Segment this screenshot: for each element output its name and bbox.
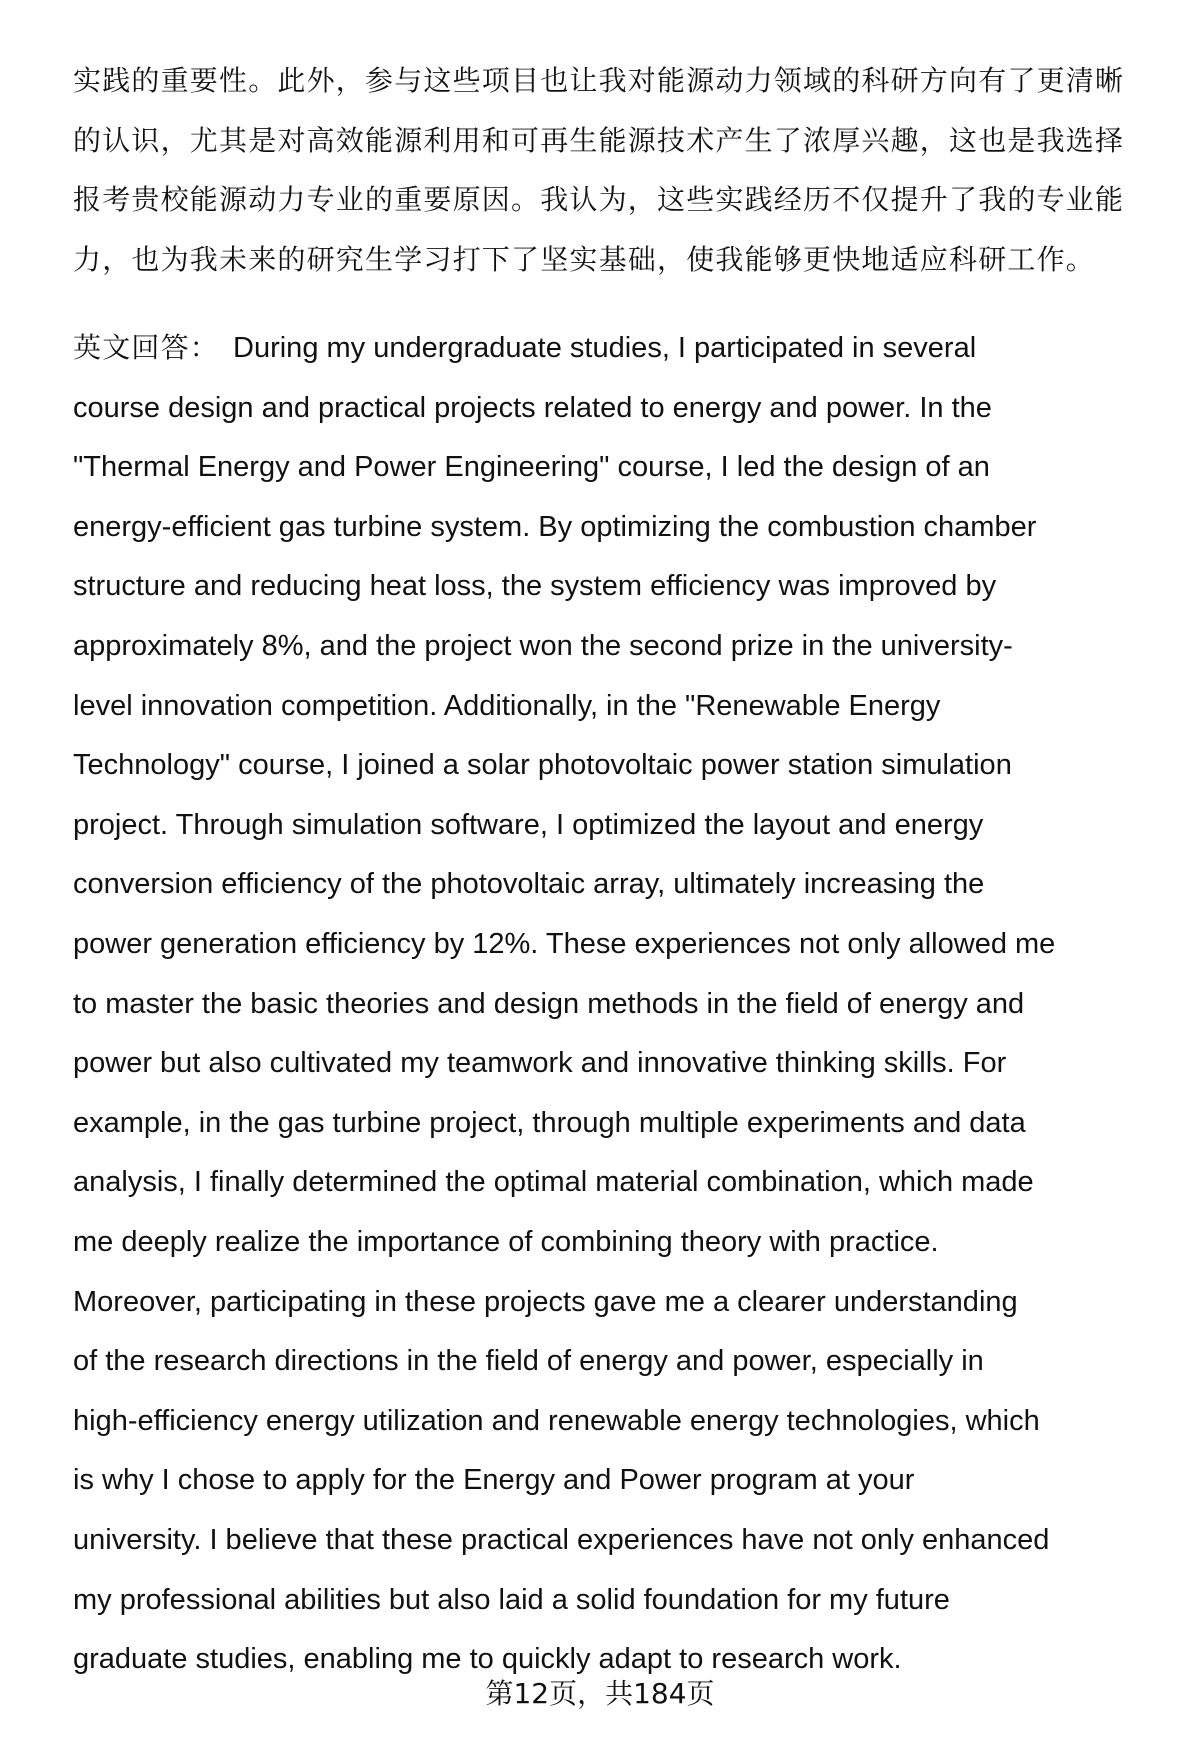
- text-line: conversion efficiency of the photovoltaic array, ultimately increasing the: [73, 868, 985, 901]
- text-line: approximately 8%, and the project won the second prize in the university-: [73, 630, 1013, 662]
- text-line: energy-efficient gas turbine system. By optimizing the combustion chamber: [73, 510, 1037, 543]
- text-line: power but also cultivated my teamwork and innovative thinking skills. For: [73, 1047, 1007, 1080]
- text-line: power generation efficiency by 12%. These experiences not only allowed me: [73, 928, 1056, 960]
- text-line: [73, 328, 976, 368]
- text-line: 的认识，尤其是对高效能源利用和可再生能源技术产生了浓厚兴趣，这也是我选择: [73, 123, 1125, 157]
- text-line: high-efficiency energy utilization and renewable energy technologies, which: [73, 1404, 1040, 1437]
- text-line: analysis, I finally determined the optimal material combination, which made: [73, 1166, 1034, 1199]
- text-line: 力，也为我未来的研究生学习打下了坚实基础，使我能够更快地适应科研工作。: [73, 242, 1096, 276]
- text-line: my professional abilities but also laid a solid foundation for my future: [73, 1583, 950, 1616]
- text-line: course design and practical projects related to energy and power. In the: [73, 391, 992, 424]
- text-line: graduate studies, enabling me to quickly adapt to research work.: [73, 1643, 902, 1676]
- text-line: structure and reducing heat loss, the system efficiency was improved by: [73, 570, 997, 603]
- text-line: Moreover, participating in these projects gave me a clearer understanding: [73, 1285, 1018, 1318]
- text-span: During my undergraduate studies, I participated in several: [233, 332, 977, 364]
- english-answer-label: 英文回答：: [73, 331, 220, 364]
- text-line: 实践的重要性。此外，参与这些项目也让我对能源动力领域的科研方向有了更清晰: [73, 64, 1125, 97]
- page-number: 第12页，共184页: [485, 1677, 715, 1710]
- text-line: is why I chose to apply for the Energy and Power program at your: [73, 1464, 915, 1497]
- text-line: Technology" course, I joined a solar photovoltaic power station simulation: [73, 749, 1012, 782]
- text-line: university. I believe that these practical experiences have not only enhanced: [73, 1524, 1050, 1556]
- text-line: example, in the gas turbine project, through multiple experiments and data: [73, 1106, 1026, 1139]
- text-line: to master the basic theories and design methods in the field of energy and: [73, 987, 1025, 1020]
- text-line: "Thermal Energy and Power Engineering" course, I led the design of an: [73, 451, 990, 484]
- text-line: project. Through simulation software, I optimized the layout and energy: [73, 808, 984, 841]
- text-line: level innovation competition. Additionally, in the "Renewable Energy: [73, 689, 941, 722]
- text-line: me deeply realize the importance of combining theory with practice.: [73, 1226, 939, 1258]
- text-line: 报考贵校能源动力专业的重要原因。我认为，这些实践经历不仅提升了我的专业能: [73, 183, 1125, 217]
- text-line: of the research directions in the field of energy and power, especially in: [73, 1345, 984, 1378]
